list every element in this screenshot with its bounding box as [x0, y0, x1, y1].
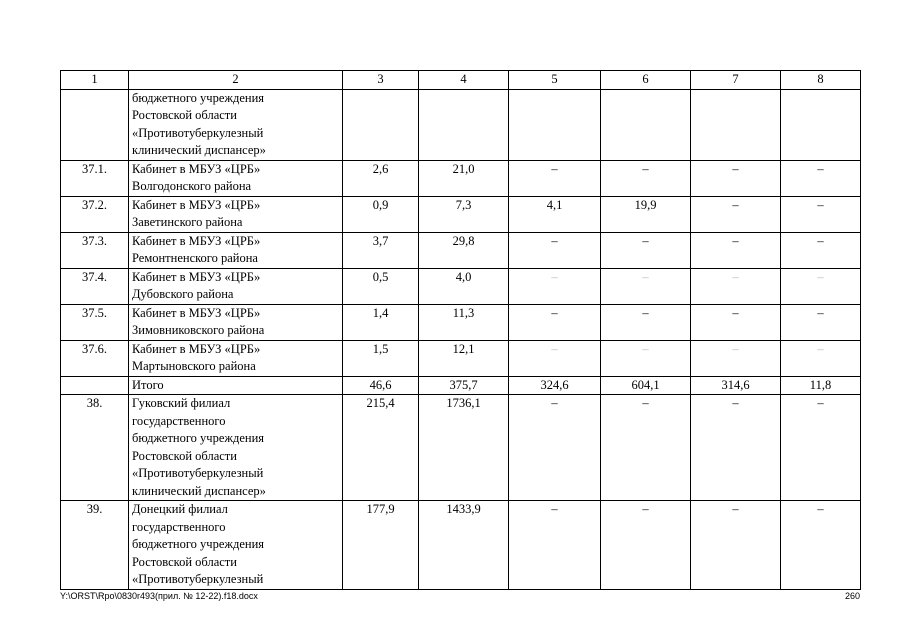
row-name: [129, 268, 343, 304]
row-name-line: Кабинет в МБУЗ «ЦРБ»: [132, 269, 261, 284]
row-number: 37.4.: [61, 268, 129, 304]
row-name: [129, 340, 343, 376]
cell-col7: –: [691, 501, 781, 590]
cell-col3: 0,5: [343, 268, 419, 304]
cell-col8: –: [781, 196, 861, 232]
row-name-line: Волгодонского района: [132, 179, 252, 193]
cell-col4: 7,3: [419, 196, 509, 232]
cell-col3: 1,5: [343, 340, 419, 376]
page-number: 260: [844, 591, 860, 601]
column-header: 7: [691, 71, 781, 90]
cell-col6: 19,9: [601, 196, 691, 232]
row-name-line: «Противотуберкулезный: [132, 572, 264, 586]
cell-col5: –: [509, 304, 601, 340]
cell-col5: –: [509, 160, 601, 196]
column-header: 8: [781, 71, 861, 90]
row-name-line: Кабинет в МБУЗ «ЦРБ»: [132, 233, 261, 248]
cell-col6: –: [601, 268, 691, 304]
cell-col7: –: [691, 232, 781, 268]
cell-col6: –: [601, 501, 691, 590]
header-row: [61, 71, 861, 90]
row-name-line: Гуковский филиал: [132, 396, 231, 410]
table-row: [61, 340, 861, 376]
cell-col3: 215,4: [343, 395, 419, 501]
row-name-line: «Противотуберкулезный: [132, 125, 264, 140]
cell-col3: 0,9: [343, 196, 419, 232]
row-name-line: Кабинет в МБУЗ «ЦРБ»: [132, 305, 261, 320]
row-name: [129, 501, 343, 590]
cell-col4: [419, 89, 509, 160]
table-row: [61, 232, 861, 268]
cell-col5: –: [509, 268, 601, 304]
column-header: 1: [61, 71, 129, 90]
cell-col3: 3,7: [343, 232, 419, 268]
row-name-line: бюджетного учреждения: [132, 90, 265, 105]
row-name: [129, 376, 343, 395]
table-row: [61, 196, 861, 232]
column-header: 3: [343, 71, 419, 90]
row-number: 37.6.: [61, 340, 129, 376]
row-name: [129, 89, 343, 160]
cell-col8: –: [781, 268, 861, 304]
cell-col5: [509, 89, 601, 160]
cell-col3: 2,6: [343, 160, 419, 196]
cell-col4: 375,7: [419, 376, 509, 395]
data-table: [60, 70, 861, 590]
cell-col6: –: [601, 340, 691, 376]
cell-col3: [343, 89, 419, 160]
cell-col5: –: [509, 501, 601, 590]
row-name-line: Дубовского района: [132, 287, 234, 301]
cell-col3: 1,4: [343, 304, 419, 340]
cell-col3: 46,6: [343, 376, 419, 395]
row-number: 37.3.: [61, 232, 129, 268]
row-name-line: Кабинет в МБУЗ «ЦРБ»: [132, 197, 261, 212]
cell-col6: –: [601, 160, 691, 196]
row-name-line: клинический диспансер»: [132, 143, 266, 157]
cell-col7: –: [691, 395, 781, 501]
cell-col3: 177,9: [343, 501, 419, 590]
footer-file-path: Y:\ORST\Rpo\0830r493(прил. № 12-22).f18.docx: [60, 591, 258, 601]
column-header: 5: [509, 71, 601, 90]
row-name-line: Донецкий филиал: [132, 502, 228, 516]
cell-col4: 4,0: [419, 268, 509, 304]
cell-col8: –: [781, 340, 861, 376]
row-name-line: Кабинет в МБУЗ «ЦРБ»: [132, 341, 261, 356]
row-name-line: Ростовской области: [132, 554, 237, 569]
cell-col6: –: [601, 304, 691, 340]
cell-col7: 314,6: [691, 376, 781, 395]
cell-col8: –: [781, 304, 861, 340]
row-name: [129, 232, 343, 268]
row-name-line: Заветинского района: [132, 215, 243, 229]
cell-col8: –: [781, 501, 861, 590]
cell-col7: –: [691, 196, 781, 232]
cell-col4: 21,0: [419, 160, 509, 196]
row-name: [129, 304, 343, 340]
cell-col8: –: [781, 160, 861, 196]
cell-col7: –: [691, 304, 781, 340]
cell-col8: –: [781, 395, 861, 501]
cell-col7: –: [691, 160, 781, 196]
row-name-line: «Противотуберкулезный: [132, 466, 264, 480]
table-row-total: [61, 376, 861, 395]
table-row: [61, 89, 861, 160]
row-name-line: клинический диспансер»: [132, 483, 266, 498]
row-name-line: бюджетного учреждения: [132, 537, 265, 551]
table-row: [61, 304, 861, 340]
cell-col6: 604,1: [601, 376, 691, 395]
cell-col5: –: [509, 340, 601, 376]
row-number: 37.1.: [61, 160, 129, 196]
cell-col5: 4,1: [509, 196, 601, 232]
cell-col4: 1433,9: [419, 501, 509, 590]
row-name: [129, 196, 343, 232]
cell-col8: –: [781, 232, 861, 268]
row-name-line: Зимовниковского района: [132, 323, 265, 337]
row-number: [61, 376, 129, 395]
cell-col7: –: [691, 340, 781, 376]
cell-col4: 29,8: [419, 232, 509, 268]
row-name-line: Итого: [132, 377, 164, 392]
row-number: 39.: [61, 501, 129, 590]
row-name-line: Ремонтненского района: [132, 251, 258, 265]
cell-col4: 11,3: [419, 304, 509, 340]
cell-col6: –: [601, 232, 691, 268]
row-name-line: Кабинет в МБУЗ «ЦРБ»: [132, 161, 261, 176]
cell-col5: 324,6: [509, 376, 601, 395]
cell-col5: –: [509, 395, 601, 501]
cell-col8: [781, 89, 861, 160]
row-name-line: бюджетного учреждения: [132, 431, 265, 445]
cell-col4: 1736,1: [419, 395, 509, 501]
cell-col8: 11,8: [781, 376, 861, 395]
row-number: [61, 89, 129, 160]
row-name: [129, 395, 343, 501]
row-number: 37.2.: [61, 196, 129, 232]
row-number: 38.: [61, 395, 129, 501]
table-row: [61, 501, 861, 590]
row-name-line: Ростовской области: [132, 108, 237, 122]
row-name-line: государственного: [132, 519, 226, 534]
cell-col6: [601, 89, 691, 160]
row-name-line: Мартыновского района: [132, 359, 256, 373]
table-row: [61, 268, 861, 304]
table-row: [61, 160, 861, 196]
row-name-line: Ростовской области: [132, 448, 237, 463]
column-header: 4: [419, 71, 509, 90]
column-header: 2: [129, 71, 343, 90]
cell-col6: –: [601, 395, 691, 501]
cell-col4: 12,1: [419, 340, 509, 376]
cell-col7: –: [691, 268, 781, 304]
row-number: 37.5.: [61, 304, 129, 340]
column-header: 6: [601, 71, 691, 90]
row-name-line: государственного: [132, 413, 226, 428]
row-name: [129, 160, 343, 196]
table-row: [61, 395, 861, 501]
cell-col5: –: [509, 232, 601, 268]
cell-col7: [691, 89, 781, 160]
